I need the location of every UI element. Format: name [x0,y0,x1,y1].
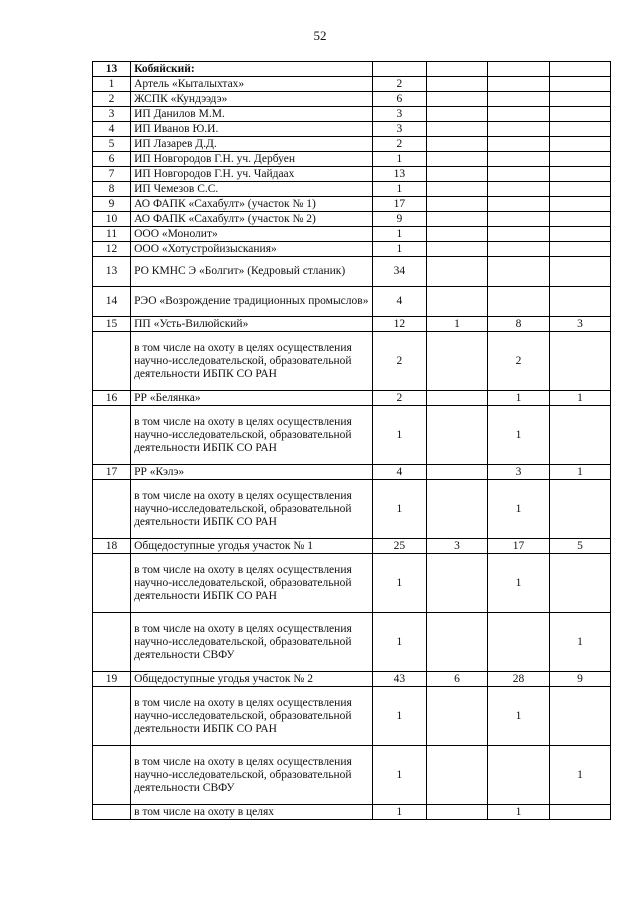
organization-name-cell: Кобяйский: [131,62,373,77]
count-col-4-cell [550,332,611,391]
table-row [93,539,611,554]
total-count-cell: 2 [372,332,426,391]
total-count-cell: 34 [372,257,426,287]
count-col-2-cell [427,554,488,613]
count-col-2-cell [427,62,488,77]
table-row [93,805,611,820]
count-col-4-cell [550,406,611,465]
total-count-cell: 1 [372,554,426,613]
count-col-3-cell [488,137,550,152]
organization-name-cell: ООО «Хотустройизыскания» [131,242,373,257]
count-col-2-cell [427,465,488,480]
table-row [93,332,611,391]
row-number-cell [93,406,131,465]
count-col-4-cell [550,197,611,212]
count-col-2-cell [427,137,488,152]
table-row [93,613,611,672]
count-col-4-cell: 3 [550,317,611,332]
count-col-3-cell: 1 [488,406,550,465]
count-col-2-cell [427,212,488,227]
count-col-3-cell [488,613,550,672]
row-number-cell: 5 [93,137,131,152]
organization-name-cell: ООО «Монолит» [131,227,373,242]
count-col-2-cell [427,805,488,820]
count-col-3-cell: 3 [488,465,550,480]
organization-name-cell: в том числе на охоту в целях осуществления научно-исследовательской, образовательной деятельности ИБПК СО РАН [131,687,373,746]
count-col-2-cell [427,197,488,212]
count-col-4-cell [550,122,611,137]
table-row [93,77,611,92]
count-col-2-cell: 6 [427,672,488,687]
organization-name-cell: ИП Лазарев Д.Д. [131,137,373,152]
table-row [93,672,611,687]
organization-name-cell: ПП «Усть-Вилюйский» [131,317,373,332]
row-number-cell: 14 [93,287,131,317]
table-row [93,197,611,212]
table-row [93,687,611,746]
count-col-3-cell [488,122,550,137]
table-row [93,465,611,480]
count-col-4-cell [550,687,611,746]
table-row [93,242,611,257]
count-col-3-cell: 1 [488,391,550,406]
count-col-3-cell: 1 [488,480,550,539]
count-col-3-cell [488,62,550,77]
total-count-cell: 2 [372,77,426,92]
row-number-cell [93,613,131,672]
count-col-2-cell [427,287,488,317]
page-number: 52 [313,28,327,43]
organization-name-cell: РЭО «Возрождение традиционных промыслов» [131,287,373,317]
table-row [93,167,611,182]
organization-name-cell: в том числе на охоту в целях [131,805,373,820]
count-col-2-cell [427,257,488,287]
total-count-cell: 4 [372,287,426,317]
count-col-4-cell [550,107,611,122]
total-count-cell: 25 [372,539,426,554]
total-count-cell: 2 [372,391,426,406]
count-col-3-cell [488,182,550,197]
count-col-2-cell [427,406,488,465]
count-col-4-cell: 9 [550,672,611,687]
total-count-cell: 43 [372,672,426,687]
total-count-cell: 1 [372,687,426,746]
total-count-cell: 9 [372,212,426,227]
count-col-3-cell [488,167,550,182]
count-col-3-cell [488,107,550,122]
count-col-3-cell [488,746,550,805]
organization-name-cell: АО ФАПК «Сахабулт» (участок № 1) [131,197,373,212]
count-col-3-cell [488,212,550,227]
organization-name-cell: в том числе на охоту в целях осуществления научно-исследовательской, образовательной деятельности СВФУ [131,746,373,805]
row-number-cell [93,746,131,805]
count-col-3-cell: 28 [488,672,550,687]
row-number-cell [93,554,131,613]
count-col-2-cell [427,167,488,182]
count-col-4-cell [550,167,611,182]
table-row [93,122,611,137]
table-row [93,227,611,242]
row-number-cell: 7 [93,167,131,182]
count-col-4-cell [550,182,611,197]
total-count-cell: 3 [372,122,426,137]
row-number-cell: 16 [93,391,131,406]
count-col-3-cell [488,227,550,242]
total-count-cell: 6 [372,92,426,107]
count-col-2-cell [427,687,488,746]
count-col-3-cell: 8 [488,317,550,332]
quota-table [92,61,611,820]
organization-name-cell: ИП Новгородов Г.Н. уч. Дербуен [131,152,373,167]
count-col-4-cell [550,152,611,167]
count-col-2-cell [427,227,488,242]
table-row [93,317,611,332]
count-col-2-cell [427,182,488,197]
organization-name-cell: АО ФАПК «Сахабулт» (участок № 2) [131,212,373,227]
row-number-cell: 13 [93,62,131,77]
table-row [93,62,611,77]
total-count-cell: 17 [372,197,426,212]
row-number-cell: 12 [93,242,131,257]
table-row [93,182,611,197]
row-number-cell: 13 [93,257,131,287]
organization-name-cell: Общедоступные угодья участок № 2 [131,672,373,687]
table-row [93,554,611,613]
total-count-cell: 1 [372,182,426,197]
organization-name-cell: ИП Новгородов Г.Н. уч. Чайдаах [131,167,373,182]
total-count-cell: 4 [372,465,426,480]
table-row [93,480,611,539]
row-number-cell: 9 [93,197,131,212]
count-col-4-cell [550,77,611,92]
table-row [93,137,611,152]
count-col-2-cell [427,107,488,122]
count-col-3-cell [488,287,550,317]
row-number-cell [93,805,131,820]
count-col-3-cell [488,77,550,92]
row-number-cell: 8 [93,182,131,197]
count-col-2-cell [427,391,488,406]
count-col-2-cell [427,480,488,539]
count-col-4-cell [550,227,611,242]
organization-name-cell: РО КМНС Э «Болгит» (Кедровый стланик) [131,257,373,287]
count-col-3-cell [488,197,550,212]
organization-name-cell: в том числе на охоту в целях осуществления научно-исследовательской, образовательной деятельности ИБПК СО РАН [131,554,373,613]
count-col-3-cell: 1 [488,687,550,746]
total-count-cell: 13 [372,167,426,182]
count-col-2-cell [427,77,488,92]
quota-table-body [93,62,611,820]
count-col-4-cell [550,480,611,539]
organization-name-cell: в том числе на охоту в целях осуществления научно-исследовательской, образовательной деятельности ИБПК СО РАН [131,406,373,465]
count-col-2-cell [427,332,488,391]
count-col-2-cell [427,92,488,107]
table-row [93,406,611,465]
count-col-2-cell [427,242,488,257]
row-number-cell: 1 [93,77,131,92]
count-col-2-cell: 3 [427,539,488,554]
organization-name-cell: в том числе на охоту в целях осуществления научно-исследовательской, образовательной деятельности ИБПК СО РАН [131,480,373,539]
count-col-4-cell [550,287,611,317]
table-row [93,287,611,317]
organization-name-cell: Артель «Кыталыхтах» [131,77,373,92]
row-number-cell [93,687,131,746]
count-col-3-cell: 1 [488,805,550,820]
total-count-cell [372,62,426,77]
total-count-cell: 1 [372,152,426,167]
table-row [93,746,611,805]
count-col-4-cell [550,212,611,227]
total-count-cell: 1 [372,805,426,820]
total-count-cell: 2 [372,137,426,152]
count-col-4-cell [550,62,611,77]
total-count-cell: 1 [372,746,426,805]
table-row [93,257,611,287]
count-col-4-cell: 1 [550,465,611,480]
count-col-2-cell: 1 [427,317,488,332]
organization-name-cell: в том числе на охоту в целях осуществления научно-исследовательской, образовательной деятельности СВФУ [131,613,373,672]
table-row [93,391,611,406]
count-col-4-cell [550,92,611,107]
count-col-2-cell [427,152,488,167]
row-number-cell [93,480,131,539]
organization-name-cell: в том числе на охоту в целях осуществления научно-исследовательской, образовательной деятельности ИБПК СО РАН [131,332,373,391]
row-number-cell: 3 [93,107,131,122]
count-col-4-cell: 1 [550,391,611,406]
organization-name-cell: Общедоступные угодья участок № 1 [131,539,373,554]
count-col-4-cell [550,137,611,152]
total-count-cell: 1 [372,406,426,465]
count-col-3-cell: 17 [488,539,550,554]
total-count-cell: 1 [372,242,426,257]
row-number-cell [93,332,131,391]
total-count-cell: 1 [372,227,426,242]
table-row [93,92,611,107]
count-col-3-cell [488,257,550,287]
total-count-cell: 1 [372,480,426,539]
row-number-cell: 4 [93,122,131,137]
count-col-4-cell [550,805,611,820]
row-number-cell: 11 [93,227,131,242]
row-number-cell: 10 [93,212,131,227]
organization-name-cell: ИП Иванов Ю.И. [131,122,373,137]
count-col-2-cell [427,613,488,672]
table-row [93,107,611,122]
count-col-3-cell [488,242,550,257]
organization-name-cell: РР «Белянка» [131,391,373,406]
row-number-cell: 19 [93,672,131,687]
table-row [93,152,611,167]
count-col-3-cell: 2 [488,332,550,391]
total-count-cell: 12 [372,317,426,332]
row-number-cell: 17 [93,465,131,480]
row-number-cell: 6 [93,152,131,167]
organization-name-cell: ИП Чемезов С.С. [131,182,373,197]
row-number-cell: 18 [93,539,131,554]
table-row [93,212,611,227]
count-col-4-cell [550,257,611,287]
organization-name-cell: ИП Данилов М.М. [131,107,373,122]
count-col-2-cell [427,746,488,805]
count-col-4-cell: 5 [550,539,611,554]
row-number-cell: 2 [93,92,131,107]
count-col-4-cell [550,242,611,257]
count-col-4-cell [550,554,611,613]
row-number-cell: 15 [93,317,131,332]
organization-name-cell: ЖСПК «Кундээдэ» [131,92,373,107]
total-count-cell: 3 [372,107,426,122]
count-col-4-cell: 1 [550,746,611,805]
organization-name-cell: РР «Кэлэ» [131,465,373,480]
count-col-2-cell [427,122,488,137]
count-col-3-cell: 1 [488,554,550,613]
count-col-3-cell [488,152,550,167]
total-count-cell: 1 [372,613,426,672]
count-col-4-cell: 1 [550,613,611,672]
count-col-3-cell [488,92,550,107]
